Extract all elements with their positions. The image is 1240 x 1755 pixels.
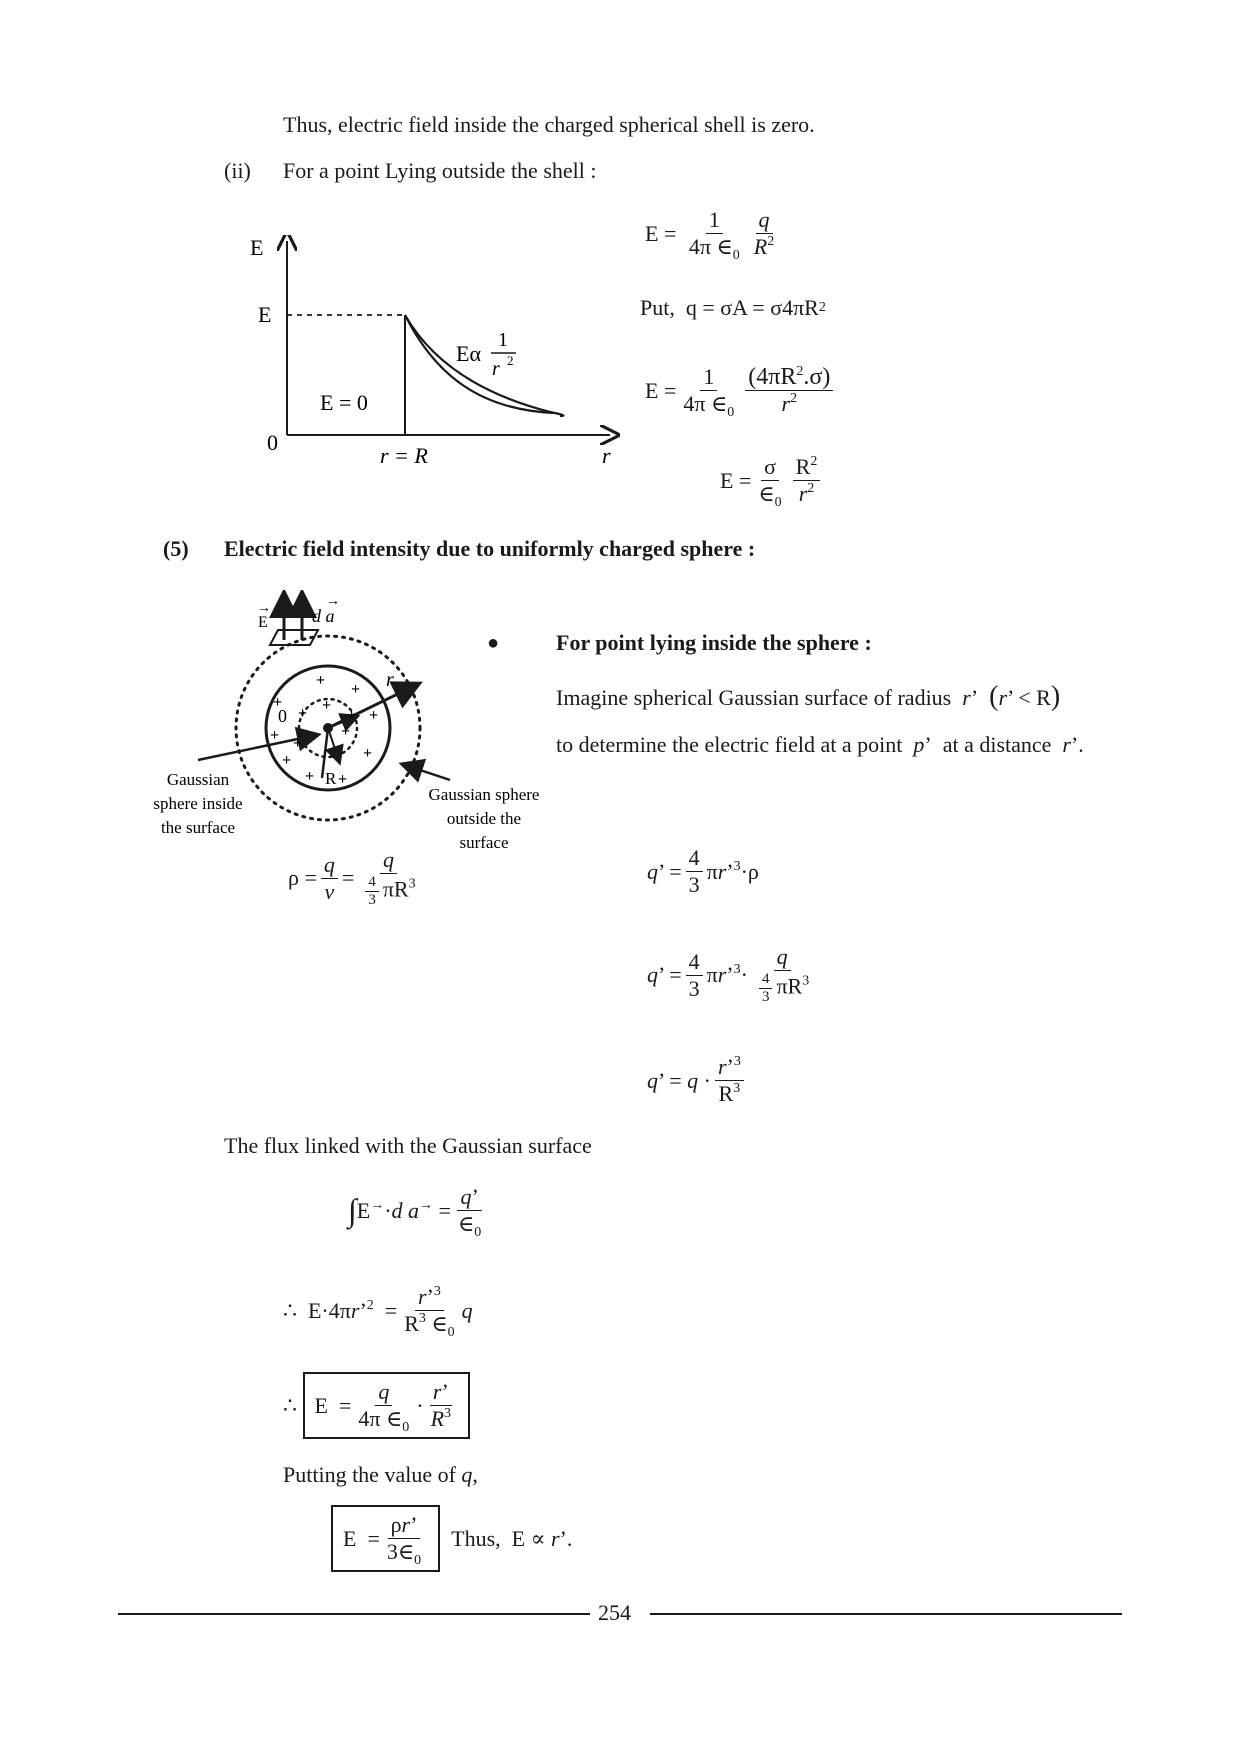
bullet-marker: ● [487, 632, 500, 654]
svg-text:+: + [282, 752, 292, 769]
section-number: (5) [163, 536, 189, 561]
footer-rule-right [650, 1613, 1122, 1615]
origin-label: 0 [267, 430, 278, 455]
svg-text:+: + [369, 707, 379, 724]
y-axis-label: E [250, 235, 264, 260]
svg-text:+: + [341, 723, 351, 740]
svg-text:+: + [293, 735, 303, 752]
decay-curve [405, 315, 563, 416]
left-caption-1: Gaussian [166, 770, 230, 789]
flux-text: The flux linked with the Gaussian surface [224, 1133, 592, 1158]
eq-substituted: E = $\frac{1}{4\pi \in_0}$ $\frac{(4\pi R^2.\sigma)}{r^2}$ [645, 365, 837, 416]
svg-text:→: → [326, 594, 340, 609]
x-mark-label: r = R [380, 443, 428, 468]
x-axis-label: r [602, 443, 611, 468]
inside-heading: For point lying inside the sphere : [556, 630, 872, 655]
radius-r-label: r [386, 669, 394, 691]
eq-outside-result: E = $\frac{\sigma}{\in_0}$ $\frac{R^2}{r^2}$ [720, 455, 824, 506]
eq-density: ρ = $\frac{q}{v}$ = q $\frac{4}{3}$ $\pi R^3$ [288, 847, 416, 908]
svg-text:2: 2 [507, 353, 514, 368]
inside-line-1: Imagine spherical Gaussian surface of radius r’ (r’ < R) [556, 681, 1061, 712]
inside-line-2: to determine the electric field at a point p’ at a distance r’. [556, 732, 1084, 757]
svg-text:+: + [322, 697, 332, 714]
svg-text:+: + [298, 705, 308, 722]
right-caption-3: surface [459, 833, 509, 852]
svg-text:→: → [257, 601, 271, 616]
putting-line: Putting the value of q, [283, 1462, 478, 1487]
svg-text:+: + [316, 672, 326, 689]
eq-flux-balance: ∴ E·4πr’$^2$ = $\frac{r’^3}{R^3 \in_0}$ q [283, 1284, 473, 1340]
center-0-label: 0 [278, 706, 287, 726]
left-caption-2: sphere inside [153, 794, 243, 813]
svg-text:+: + [273, 694, 283, 711]
vector-da-label: d a [312, 606, 335, 626]
y-level-label: E [258, 302, 272, 327]
curve-label-num: 1 [498, 329, 508, 351]
right-caption-2: outside the [446, 809, 522, 828]
eq-coulomb: E = $\frac{1}{4\pi \in_0}$ $\frac{q}{R^2}$ [645, 207, 775, 263]
svg-text:+: + [270, 727, 280, 744]
eq-enclosed-2: q’ = $\frac{4}{3}$ πr’$^3$· q $\frac{4}{3}$ $\pi R^3$ [647, 944, 810, 1005]
eq-gauss-law: ∫ E→·d a→ = $\frac{q’}{\in_0}$ [348, 1184, 482, 1240]
region-label: E = 0 [320, 390, 368, 415]
svg-text:+: + [363, 745, 373, 762]
shell-conclusion-text: Thus, electric field inside the charged spherical shell is zero. [283, 112, 815, 137]
svg-text:+: + [347, 707, 357, 724]
eq-field-inside-boxed: ∴ E = $\frac{q}{4\pi \in_0}$ · $\frac{r’}{R^3}$ [283, 1372, 470, 1439]
eq-field-density-boxed: E = $\frac{\rho r’}{3\in_0}$ Thus, E ∝ r’. [331, 1505, 572, 1572]
svg-text:+: + [351, 681, 361, 698]
footer-rule-left [118, 1613, 590, 1615]
case-ii-label: (ii) [224, 158, 251, 183]
section-title: Electric field intensity due to uniformly charged sphere : [224, 536, 756, 561]
eq-enclosed-1: q’ = $\frac{4}{3}$ πr’$^3$·ρ [647, 845, 759, 897]
left-caption-3: the surface [160, 818, 236, 837]
svg-text:+: + [338, 771, 348, 788]
curve-label-den: r [492, 358, 500, 380]
case-ii-text: For a point Lying outside the shell : [283, 158, 597, 183]
right-caption-1: Gaussian sphere [428, 785, 540, 804]
page-number: 254 [598, 1600, 631, 1625]
e-vs-r-graph [230, 235, 630, 475]
vector-E-label: E [258, 614, 268, 631]
svg-text:+: + [305, 768, 315, 785]
radius-R-label: R [325, 769, 337, 788]
curve-label-prefix: Eα [456, 341, 481, 366]
eq-put: Put, q = σA = σ4πR 2 [640, 295, 826, 320]
eq-enclosed-3: q’ = q · $\frac{r’^3}{R^3}$ [647, 1055, 748, 1106]
